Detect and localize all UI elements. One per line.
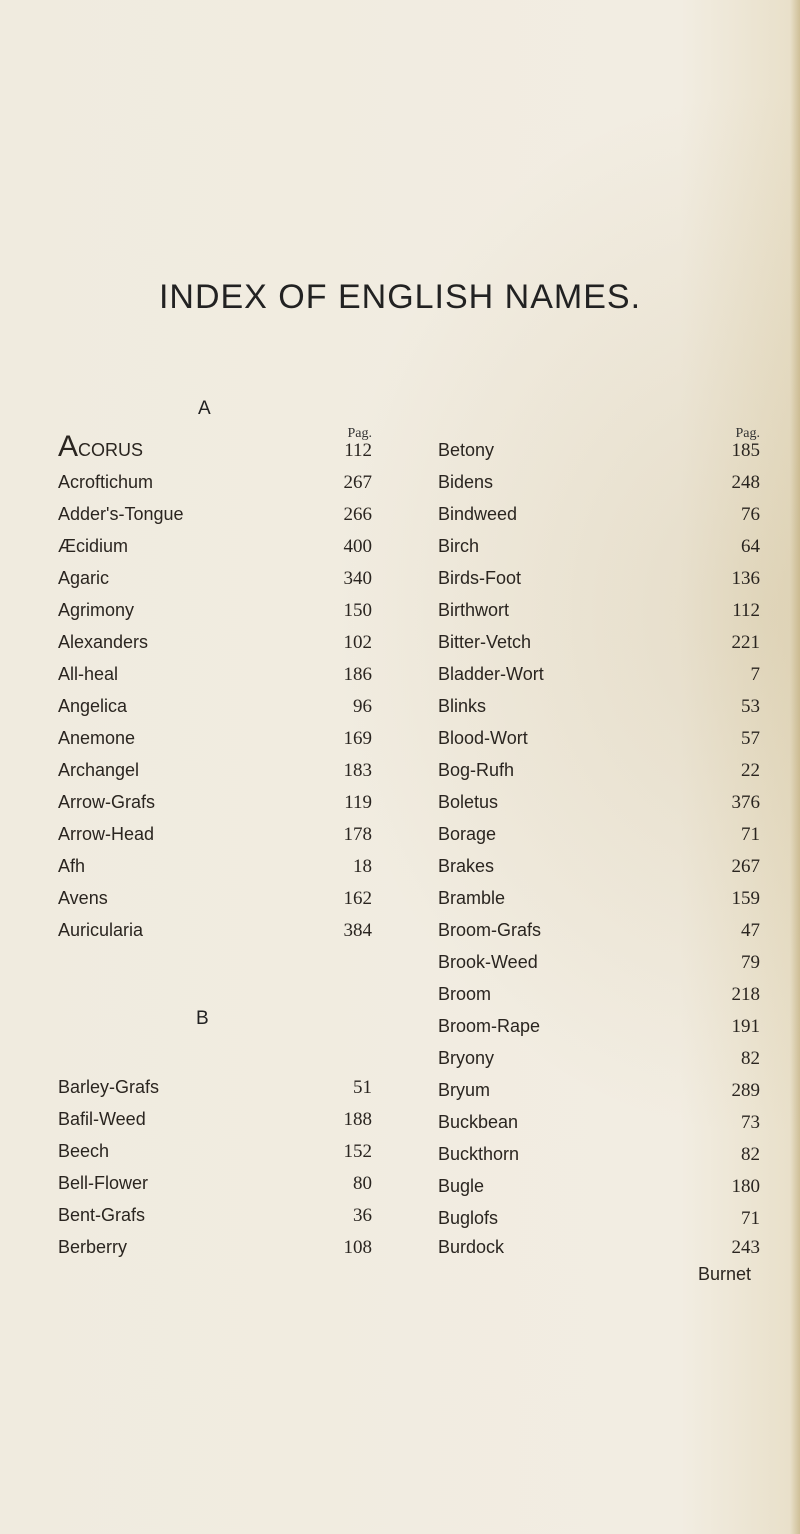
index-entry [0, 728, 800, 758]
index-entry-name: Burdock [438, 1237, 505, 1257]
entry-name-rest: CORUS [78, 440, 144, 460]
right-page-header: Pag. [735, 426, 760, 441]
index-entry-name: Bidens [438, 472, 494, 492]
index-entry-name: Angelica [58, 696, 128, 716]
index-entry-page: 80 [353, 1173, 372, 1194]
index-entry-name: Bramble [438, 888, 506, 908]
index-entry [0, 472, 800, 502]
index-entry [0, 1176, 800, 1206]
index-entry-page: 248 [731, 472, 760, 493]
index-entry-page: 152 [343, 1141, 372, 1162]
index-entry-page: 76 [741, 504, 760, 525]
index-entry-name: Avens [58, 888, 108, 908]
index-entry-page: 7 [750, 664, 760, 685]
index-entry-page: 136 [731, 568, 760, 589]
index-entry-page: 185 [731, 440, 760, 461]
index-entry [0, 696, 800, 726]
index-entry-name: Archangel [58, 760, 140, 780]
index-entry [0, 792, 800, 822]
index-entry-page: 243 [731, 1237, 760, 1258]
index-entry-name: Boletus [438, 792, 499, 812]
index-entry-name: Bog-Rufh [438, 760, 515, 780]
index-entry-page: 376 [731, 792, 760, 813]
index-entry-name: Adder's-Tongue [58, 504, 184, 524]
index-entry-name: Arrow-Grafs [58, 792, 156, 812]
index-entry-name: Birch [438, 536, 480, 556]
index-entry [0, 1048, 800, 1078]
index-entry-name: Blood-Wort [438, 728, 528, 748]
index-entry-page: 71 [741, 1208, 760, 1229]
left-page-header: Pag. [347, 426, 372, 441]
index-entry-name: Arrow-Head [58, 824, 155, 844]
index-entry-page: 51 [353, 1077, 372, 1098]
index-entry-page: 186 [343, 664, 372, 685]
index-entry-name: Afh [58, 856, 86, 876]
index-entry-page: 150 [343, 600, 372, 621]
index-entry [0, 1237, 800, 1267]
section-letter-b: B [196, 1008, 209, 1029]
index-entry-page: 119 [344, 792, 372, 813]
index-entry-name: Anemone [58, 728, 136, 748]
index-entry-page: 82 [741, 1144, 760, 1165]
index-entry-name: Acroftichum [58, 472, 154, 492]
index-entry [0, 440, 800, 470]
index-entry-name: Auricularia [58, 920, 144, 940]
page-title: INDEX OF ENGLISH NAMES. [158, 278, 642, 316]
catchword: Burnet [698, 1264, 752, 1284]
index-entry [0, 1208, 800, 1238]
index-entry [0, 920, 800, 950]
index-entry-page: 112 [732, 600, 760, 621]
section-letter-a: A [198, 398, 211, 419]
index-entry-name: Beech [58, 1141, 110, 1161]
index-entry-name: Betony [438, 440, 495, 460]
index-entry-page: 218 [731, 984, 760, 1005]
index-entry-page: 183 [343, 760, 372, 781]
index-entry-page: 36 [353, 1205, 372, 1226]
index-entry-page: 96 [353, 696, 372, 717]
index-entry-name: Alexanders [58, 632, 149, 652]
index-entry-name: Buglofs [438, 1208, 499, 1228]
index-entry-name: Brook-Weed [438, 952, 538, 972]
index-entry-page: 400 [343, 536, 372, 557]
index-entry [0, 1144, 800, 1174]
index-entry-name: Agaric [58, 568, 110, 588]
index-entry-page: 162 [343, 888, 372, 909]
index-entry-name: Bindweed [438, 504, 518, 524]
index-entry-page: 289 [731, 1080, 760, 1101]
index-entry-page: 57 [741, 728, 760, 749]
index-entry-page: 267 [731, 856, 760, 877]
index-entry-name: Bent-Grafs [58, 1205, 146, 1225]
index-entry [0, 760, 800, 790]
index-entry-page: 82 [741, 1048, 760, 1069]
index-entry-name: Birds-Foot [438, 568, 522, 588]
index-entry-page: 73 [741, 1112, 760, 1133]
index-entry-page: 266 [343, 504, 372, 525]
index-entry-page: 191 [731, 1016, 760, 1037]
index-entry-page: 64 [741, 536, 760, 557]
index-entry-page: 340 [343, 568, 372, 589]
index-entry-name: Broom-Rape [438, 1016, 541, 1036]
index-entry [0, 984, 800, 1014]
index-entry-name: Barley-Grafs [58, 1077, 160, 1097]
index-entry-page: 53 [741, 696, 760, 717]
index-entry-name: Borage [438, 824, 497, 844]
index-entry-page: 178 [343, 824, 372, 845]
index-entry-page: 159 [731, 888, 760, 909]
index-entry-page: 384 [343, 920, 372, 941]
index-entry [0, 1016, 800, 1046]
index-entry-name: Brakes [438, 856, 495, 876]
index-entry-name: Bladder-Wort [438, 664, 544, 684]
index-entry-name: Bryum [438, 1080, 491, 1100]
index-entry [0, 824, 800, 854]
index-entry-name: Bitter-Vetch [438, 632, 532, 652]
index-entry-page: 221 [731, 632, 760, 653]
index-entry-name: Bafil-Weed [58, 1109, 146, 1129]
index-entry-page: 47 [741, 920, 760, 941]
index-entry [0, 856, 800, 886]
index-entry [0, 664, 800, 694]
index-entry-name: Buckbean [438, 1112, 519, 1132]
index-entry-name: Buckthorn [438, 1144, 520, 1164]
index-entry-page: 108 [343, 1237, 372, 1258]
index-entry-name: Blinks [438, 696, 487, 716]
index-entry [0, 1112, 800, 1142]
index-entry-name: Agrimony [58, 600, 135, 620]
index-entry-page: 267 [343, 472, 372, 493]
index-entry-page: 71 [741, 824, 760, 845]
index-entry-name: Æcidium [58, 536, 129, 556]
index-entry-name: Bell-Flower [58, 1173, 149, 1193]
index-entry-page: 112 [344, 440, 372, 461]
index-entry [0, 600, 800, 630]
index-entry-name: Bugle [438, 1176, 485, 1196]
index-entry-page: 18 [353, 856, 372, 877]
index-entry [0, 504, 800, 534]
index-entry [0, 1080, 800, 1110]
index-entry-page: 79 [741, 952, 760, 973]
index-entry-page: 102 [343, 632, 372, 653]
index-entry-page: 180 [731, 1176, 760, 1197]
index-entry-page: 188 [343, 1109, 372, 1130]
index-entry [0, 888, 800, 918]
drop-capital: A [58, 430, 79, 463]
index-entry [0, 632, 800, 662]
index-entry [0, 952, 800, 982]
index-entry-name: All-heal [58, 664, 119, 684]
index-entry-name: Bryony [438, 1048, 495, 1068]
index-entry-name: Berberry [58, 1237, 128, 1257]
index-entry [0, 568, 800, 598]
index-entry-page: 169 [343, 728, 372, 749]
index-entry-name: Broom-Grafs [438, 920, 542, 940]
index-entry-name: Broom [438, 984, 492, 1004]
index-entry-name: Birthwort [438, 600, 510, 620]
index-entry-page: 22 [741, 760, 760, 781]
index-entry [0, 536, 800, 566]
